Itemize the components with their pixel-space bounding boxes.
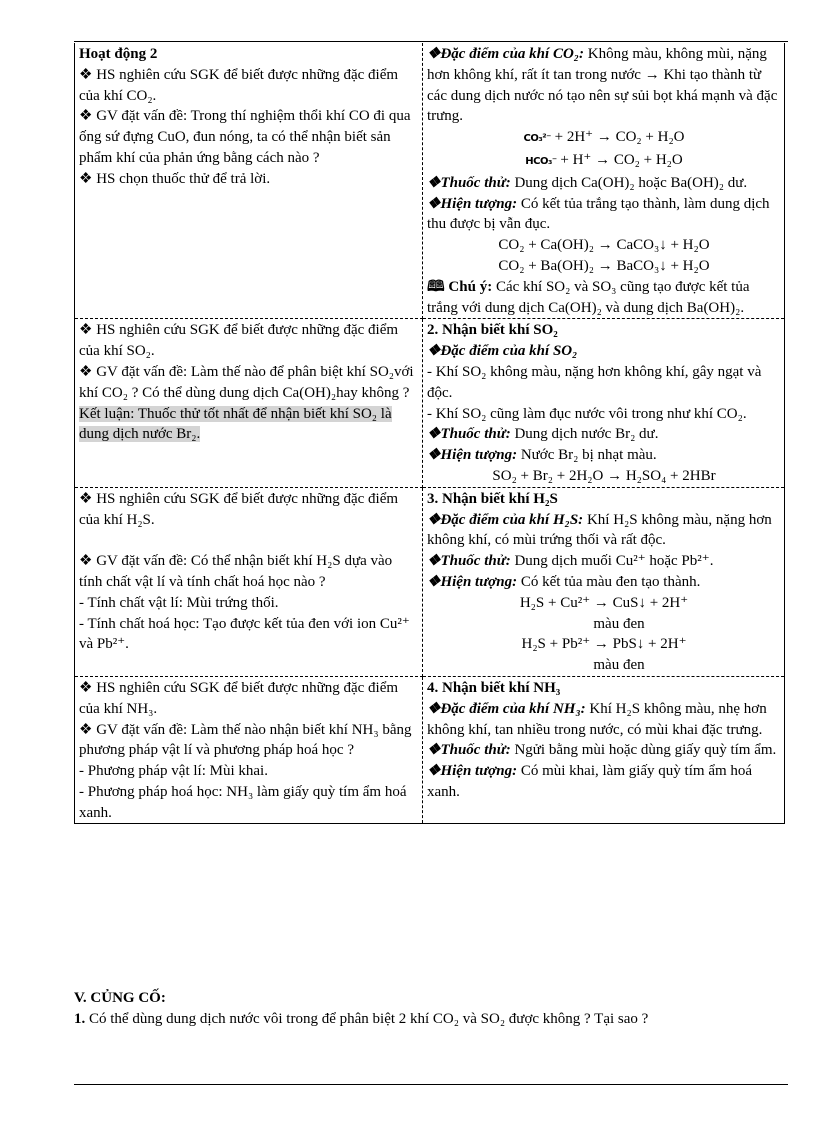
equation-baoh2: CO₂ + Ba(OH)₂ → BaCO₃↓ + H₂O [498,257,710,274]
characteristics-nh3 [427,699,781,741]
reagent-label: ❖Thuốc thử: [427,553,511,570]
note-label: 🕮 Chú ý: [427,278,493,295]
question-text: Có thể dùng dung dịch nước vôi trong để phân biệt 2 khí CO₂ và SO₂ được không ? Tại sao ? [85,1010,649,1027]
phenomenon-label: ❖Hiện tượng: [427,573,518,590]
characteristics-h2s [427,510,781,552]
characteristics-label: ❖Đặc điểm của khí NH₃: [427,700,586,717]
reagent-text: Ngửi bằng mùi hoặc dùng giấy quỳ tím ẩm. [510,742,777,759]
reagent-co2 [427,173,781,194]
note-text: Các khí SO₂ và SO₃ cũng tạo được kết tủa trắng với dung dịch Ca(OH)₂ và dung dịch Ba(OH)₂. [427,278,750,316]
content-nh3 [423,676,785,824]
characteristics-text: Khí H₂S không màu, nặng hơn không khí, có mùi trứng thối và rất độc. [427,511,772,549]
phenomenon-text: Nước Br₂ bị nhạt màu. [517,447,657,464]
phenomenon-nh3 [427,761,781,803]
content-so2 [423,319,785,487]
consolidation-heading: V. CỦNG CỐ: [74,990,166,1006]
question-number: 1. [74,1010,86,1027]
phenomenon-text: Có kết tủa màu đen tạo thành. [517,573,701,590]
reagent-label: ❖Thuốc thử: [427,742,511,759]
reagent-nh3 [427,740,781,761]
activity-line: - Phương pháp hoá học: NH₃ làm giấy quỳ tím ẩm hoá xanh. [79,783,407,821]
equation-lead: H₂S + Pb²⁺ → PbS↓ + 2H⁺ [521,636,687,653]
section-heading: 2. Nhận biết khí SO₂ [427,322,558,339]
equation-carbonate [427,127,781,150]
reagent-text: Dung dịch Ca(OH)₂ hoặc Ba(OH)₂ dư. [510,174,748,191]
activity-line: ❖ GV đặt vấn đề: Làm thế nào nhận biết khí NH₃ bằng phương pháp vật lí và phương pháp hoá học ? [79,721,412,759]
lesson-table [74,43,785,824]
activity-heading: Hoạt động 2 [79,46,158,62]
activity-line: ❖ HS chọn thuốc thử để trả lời. [79,170,271,187]
activity-line: - Phương pháp vật lí: Mùi khai. [79,763,268,780]
equation-bicarbonate [427,150,781,173]
equation-bromine: SO₂ + Br₂ + 2H₂O → H₂SO₄ + 2HBr [492,467,716,484]
bottom-rule [74,1084,788,1085]
characteristics-co2 [427,44,781,127]
teacher-activity-nh3 [75,676,423,824]
phenomenon-label: ❖Hiện tượng: [427,763,518,780]
phenomenon-co2 [427,194,781,236]
row-co2 [75,43,785,319]
reagent-so2 [427,424,781,445]
question-1 [74,1009,794,1030]
reagent-text: Dung dịch muối Cu²⁺ hoặc Pb²⁺. [510,553,714,570]
content-h2s [423,487,785,676]
activity-line: ❖ HS nghiên cứu SGK để biết được những đặc điểm của khí NH₃. [79,679,399,717]
reagent-label: ❖Thuốc thử: [427,174,511,191]
precipitate-color: màu đen [593,615,645,632]
activity-line: ❖ HS nghiên cứu SGK để biết được những đặc điểm của khí CO₂. [79,66,399,104]
activity-line: - Tính chất hoá học: Tạo được kết tủa đen với ion Cu²⁺ và Pb²⁺. [79,615,410,653]
row-h2s [75,487,785,676]
precipitate-color: màu đen [593,657,645,674]
phenomenon-text: Có kết tủa trắng tạo thành, làm dung dịch thu được bị vẫn đục. [427,195,770,233]
characteristics-label: ❖Đặc điểm của khí CO₂: [427,46,585,62]
phenomenon-label: ❖Hiện tượng: [427,447,518,464]
teacher-activity-h2s [75,487,423,676]
characteristics-line: - Khí SO₂ cũng làm đục nước vôi trong như khí CO₂. [427,405,747,422]
characteristics-text: Không màu, không mùi, nặng hơn không khí, rất ít tan trong nước → Khi tạo thành từ các dung dịch nước nó tạo nên sự sủi bọt khá mạnh và đặc trưng. [427,46,778,125]
bicarbonate-ion: HCO₃⁻ [525,155,557,167]
phenomenon-label: ❖Hiện tượng: [427,195,518,212]
top-rule [74,41,788,42]
characteristics-text: Khí H₂S không màu, nhẹ hơn không khí, tan nhiều trong nước, có mùi khai đặc trưng. [427,700,767,738]
activity-line: ❖ GV đặt vấn đề: Có thể nhận biết khí H₂S dựa vào tính chất vật lí và tính chất hoá học nào ? [79,553,393,590]
carbonate-ion: CO₃²⁻ [523,133,551,145]
activity-line [79,530,419,551]
equation-copper: H₂S + Cu²⁺ → CuS↓ + 2H⁺ [519,594,689,611]
reagent-label: ❖Thuốc thử: [427,426,511,443]
note-co2 [427,277,781,319]
content-co2 [423,43,785,319]
activity-line: ❖ HS nghiên cứu SGK để biết được những đặc điểm của khí SO₂. [79,322,399,360]
equation-caoh2: CO₂ + Ca(OH)₂ → CaCO₃↓ + H₂O [498,237,710,254]
characteristics-line: - Khí SO₂ không màu, nặng hơn không khí, gây ngạt và độc. [427,363,762,401]
phenomenon-so2 [427,445,781,466]
conclusion-so2 [79,404,419,446]
phenomenon-h2s [427,572,781,593]
teacher-activity-so2 [75,319,423,487]
reagent-text: Dung dịch nước Br₂ dư. [510,426,659,443]
characteristics-label: ❖Đặc điểm của khí H₂S: [427,511,584,528]
equation-text: + 2H⁺ → CO₂ + H₂O [550,129,685,146]
section-heading: 4. Nhận biết khí NH₃ [427,679,561,696]
teacher-activity-co2 [75,43,423,319]
characteristics-label: ❖Đặc điểm của khí SO₂ [427,343,578,360]
phenomenon-text: Có mùi khai, làm giấy quỳ tím ẩm hoá xanh. [427,763,753,800]
activity-line: ❖ GV đặt vấn đề: Trong thí nghiệm thổi khí CO đi qua ống sứ đựng CuO, đun nóng, ta có thể nhận biết sản phẩm khí của phản ứng bằng cách nào ? [79,108,411,166]
row-so2 [75,319,785,487]
conclusion-text: Kết luận: Thuốc thử tốt nhất để nhận biết khí SO₂ là dung dịch nước Br₂. [79,405,392,443]
activity-line: ❖ HS nghiên cứu SGK để biết được những đặc điểm của khí H₂S. [79,490,399,528]
reagent-h2s [427,551,781,572]
activity-line: - Tính chất vật lí: Mùi trứng thối. [79,594,279,611]
consolidation-section [74,988,794,1030]
section-heading: 3. Nhận biết khí H₂S [427,490,558,507]
row-nh3 [75,676,785,824]
equation-text: + H⁺ → CO₂ + H₂O [556,151,683,168]
activity-line: ❖ GV đặt vấn đề: Làm thế nào để phân biệt khí SO₂với khí CO₂ ? Có thể dùng dung dịch Ca(OH)₂hay không ? [79,363,414,401]
